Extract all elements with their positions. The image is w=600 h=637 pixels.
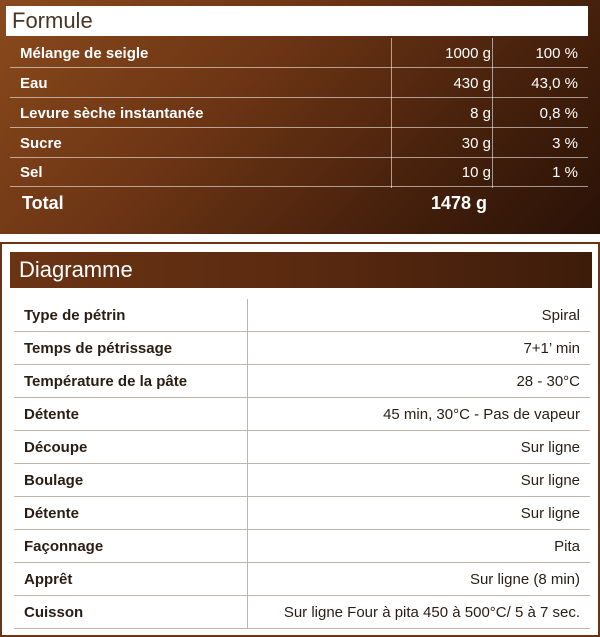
ingredient-name: Levure sèche instantanée — [20, 105, 204, 122]
process-row — [14, 530, 590, 563]
process-step: Façonnage — [24, 538, 104, 555]
process-row — [14, 497, 590, 530]
process-row — [14, 398, 590, 431]
diagramme-title: Diagramme — [10, 252, 592, 288]
process-value: Sur ligne Four à pita 450 à 500°C/ 5 à 7 sec. — [283, 604, 580, 621]
ingredient-name: Eau — [20, 75, 48, 92]
ingredient-percentage: 43,0 % — [531, 75, 578, 92]
ingredient-percentage: 100 % — [535, 45, 578, 62]
process-value: Spiral — [541, 307, 580, 324]
process-step: Temps de pétrissage — [24, 340, 173, 357]
ingredient-row — [10, 129, 588, 158]
process-row — [14, 563, 590, 596]
process-row — [14, 365, 590, 398]
ingredient-name: Sucre — [20, 135, 62, 152]
process-row — [14, 299, 590, 332]
ingredient-row — [10, 69, 588, 98]
ingredient-quantity: 430 g — [453, 75, 491, 92]
ingredient-quantity: 10 g — [461, 164, 491, 181]
diagramme-panel — [0, 242, 600, 637]
process-value: Sur ligne — [520, 505, 580, 522]
formule-panel — [0, 0, 600, 234]
process-row — [14, 431, 590, 464]
ingredient-quantity: 30 g — [461, 135, 491, 152]
process-value: Sur ligne — [520, 439, 580, 456]
process-step: Boulage — [24, 472, 84, 489]
ingredient-percentage: 1 % — [552, 164, 578, 181]
process-step: Type de pétrin — [24, 307, 126, 324]
process-value: 7+1’ min — [523, 340, 580, 357]
ingredient-row — [10, 39, 588, 68]
formule-title: Formule — [6, 6, 588, 36]
process-value: 45 min, 30°C - Pas de vapeur — [383, 406, 580, 423]
process-value: 28 - 30°C — [516, 373, 580, 390]
process-step: Découpe — [24, 439, 88, 456]
ingredient-quantity: 1000 g — [445, 45, 491, 62]
process-step: Apprêt — [24, 571, 73, 588]
ingredient-name: Mélange de seigle — [20, 45, 149, 62]
ingredient-name: Sel — [20, 164, 43, 181]
process-step: Cuisson — [24, 604, 84, 621]
total-value: 1478 g — [430, 193, 487, 213]
process-value: Sur ligne — [520, 472, 580, 489]
ingredient-percentage: 3 % — [552, 135, 578, 152]
process-row — [14, 596, 590, 629]
process-step: Détente — [24, 505, 80, 522]
process-value: Sur ligne (8 min) — [469, 571, 580, 588]
process-step: Température de la pâte — [24, 373, 188, 390]
ingredient-row — [10, 99, 588, 128]
process-row — [14, 464, 590, 497]
ingredient-quantity: 8 g — [470, 105, 491, 122]
total-label: Total — [22, 193, 64, 213]
ingredient-row — [10, 158, 588, 187]
ingredient-percentage: 0,8 % — [539, 105, 578, 122]
process-value: Pita — [554, 538, 580, 555]
process-row — [14, 332, 590, 365]
process-step: Détente — [24, 406, 80, 423]
